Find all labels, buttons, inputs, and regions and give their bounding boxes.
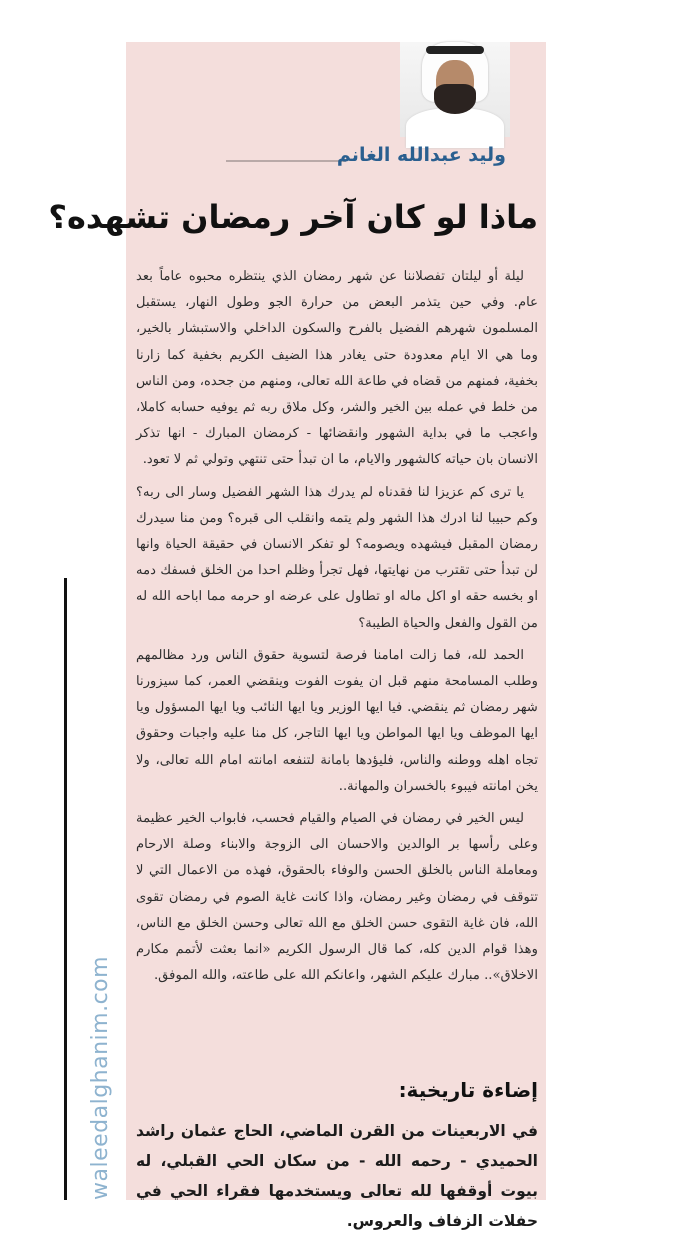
article-body xyxy=(136,264,538,995)
paragraph: ليلة أو ليلتان تفصلاننا عن شهر رمضان الذي ينتظره محبوه عاماً بعد عام. وفي حين يتذمر البعض من حرارة الجو وطول النهار، يستقبل المسلمون شهرهم الفضيل بالفرح والسكون الداخلي والاستبشار بالخير، وما هي الا ايام معدودة حتى يغادر هذا الضيف الكريم بخفية كما زارنا بخفية، فمنهم من قضاه في طاعة الله تعالى، ومنهم من جحده، ومن الناس من خلط في عمله بين الخير والشر، وكل ملاق ربه ثم يوفيه حسابه كاملا، واعجب ما في بداية الشهور وانقضائها - كرمضان المبارك - انها تذكر الانسان بان حياته كالشهور والايام، ما ان تبدأ حتى تنتهي وتولي ثم لا تعود. xyxy=(136,269,538,468)
margin-rule xyxy=(64,578,67,1200)
paragraph: ليس الخير في رمضان في الصيام والقيام فحسب، فابواب الخير عظيمة وعلى رأسها بر الوالدين والاحسان الى الزوجة والابناء وصلة الارحام ومعاملة الناس بالخلق الحسن والوفاء بالحقوق، فهذه من الاعمال التي لا تتوقف في رمضان وغير رمضان، واذا كانت غاية الصوم في رمضان تقوى الله، فان غاية التقوى حسن الخلق مع الله تعالى وحسن الخلق مع الناس، وهذا قوام الدين كله، كما قال الرسول الكريم «انما بعثت لأتمم مكارم الاخلاق».. مبارك عليكم الشهر، واعانكم الله على طاعته، والله الموفق. xyxy=(136,811,538,984)
paragraph: يا ترى كم عزيزا لنا فقدناه لم يدرك هذا الشهر الفضيل وسار الى ربه؟ وكم حبيبا لنا ادرك هذا الشهر ولم يتمه وانقلب الى قبره؟ ومن منا سيدرك رمضان المقبل فيشهده ويصومه؟ لو تفكر الانسان في حقيقة الحياة وانها لن تبدأ حتى تقترب من نهايتها، فهل تجرأ وظلم احدا من الخلق فسفك دمه او بخسه حقه او اكل ماله او تطاول على عرضه او حرمه مما اباحه الله له من القول والفعل والحياة الطيبة؟ xyxy=(136,484,538,631)
author-photo xyxy=(400,42,510,137)
section-body: في الاربعينات من القرن الماضي، الحاج عثمان راشد الحميدي - رحمه الله - من سكان الحي القبلي، له بيوت أوقفها لله تعالى ويستخدمها فقراء الحي في حفلات الزفاف والعروس. xyxy=(136,1122,538,1230)
website-watermark: waleedalghanim.com xyxy=(88,955,113,1200)
paragraph: الحمد لله، فما زالت امامنا فرصة لتسوية حقوق الناس ورد مظالمهم وطلب المسامحة منهم قبل ان يفوت الفوت وينقضي العمر، كما سيزورنا شهر رمضان ثم ينقضي. فيا ايها الوزير ويا ايها النائب ويا ايها المسؤول ويا ايها الموظف ويا ايها المواطن ويا ايها التاجر، كل منا عليه واجبات وحقوق تجاه اهله ووطنه والناس، فليؤدها بامانة لتنفعه امانته امام الله تعالى، ولا يخن امانته فيبوء بالخسران والمهانة.. xyxy=(136,647,538,794)
article-headline: ماذا لو كان آخر رمضان تشهده؟ xyxy=(48,198,538,236)
author-name: وليد عبدالله الغانم xyxy=(336,144,506,166)
section-title: إضاءة تاريخية: xyxy=(398,1078,538,1102)
